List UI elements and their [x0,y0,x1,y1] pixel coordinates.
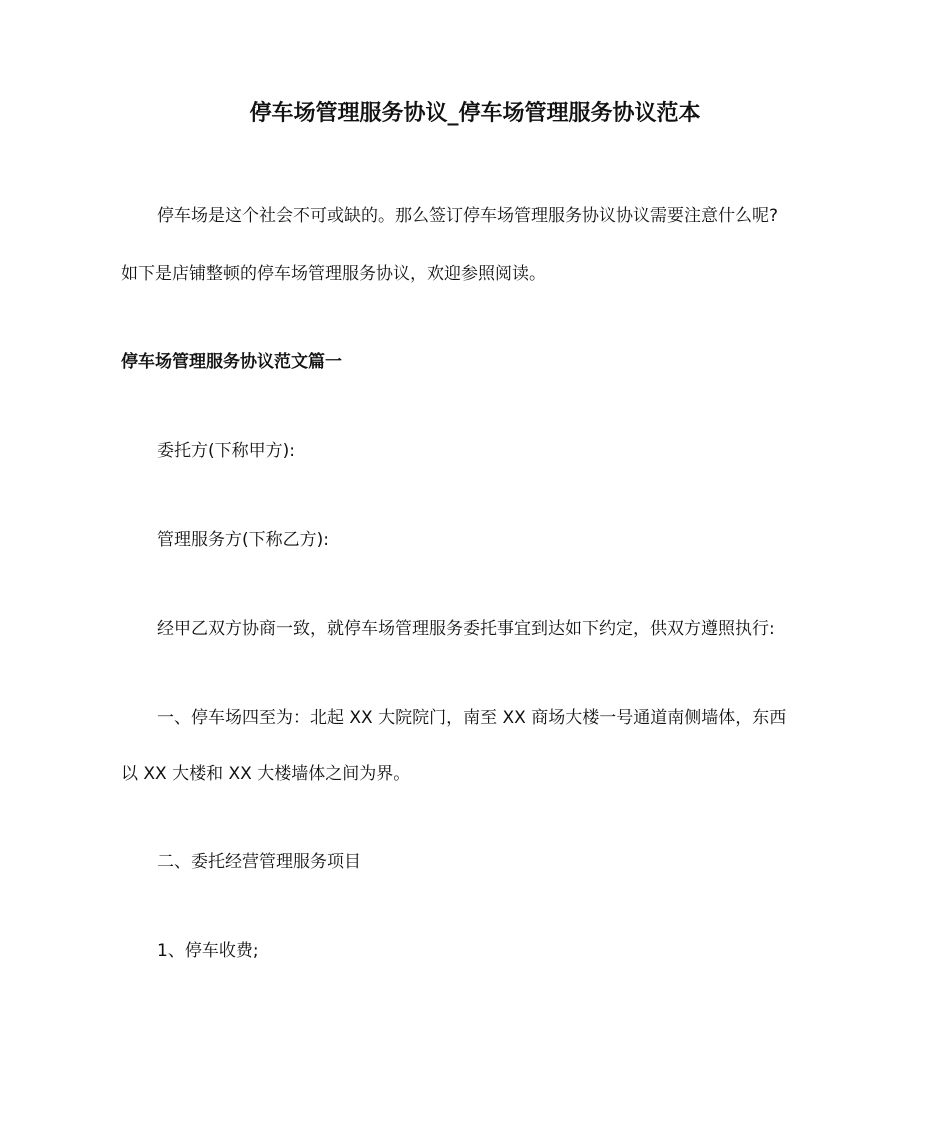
section-heading: 停车场管理服务协议范文篇一 [121,352,342,372]
list-item-1: 1、停车收费; [157,941,259,961]
clause-2-heading: 二、委托经营管理服务项目 [157,852,361,872]
clause-1-line-2: 以 XX 大楼和 XX 大楼墙体之间为界。 [121,764,411,784]
clause-1-line-1: 一、停车场四至为：北起 XX 大院院门，南至 XX 商场大楼一号通道南侧墙体，东西 [157,708,787,728]
party-a-label: 委托方(下称甲方): [157,441,295,461]
intro-paragraph-line-2: 如下是店铺整顿的停车场管理服务协议，欢迎参照阅读。 [121,264,546,284]
intro-paragraph-line-1: 停车场是这个社会不可或缺的。那么签订停车场管理服务协议协议需要注意什么呢? [157,206,779,226]
agreement-intro: 经甲乙双方协商一致，就停车场管理服务委托事宜到达如下约定，供双方遵照执行: [157,619,775,639]
document-title: 停车场管理服务协议_停车场管理服务协议范本 [249,101,701,126]
party-b-label: 管理服务方(下称乙方): [157,530,329,550]
